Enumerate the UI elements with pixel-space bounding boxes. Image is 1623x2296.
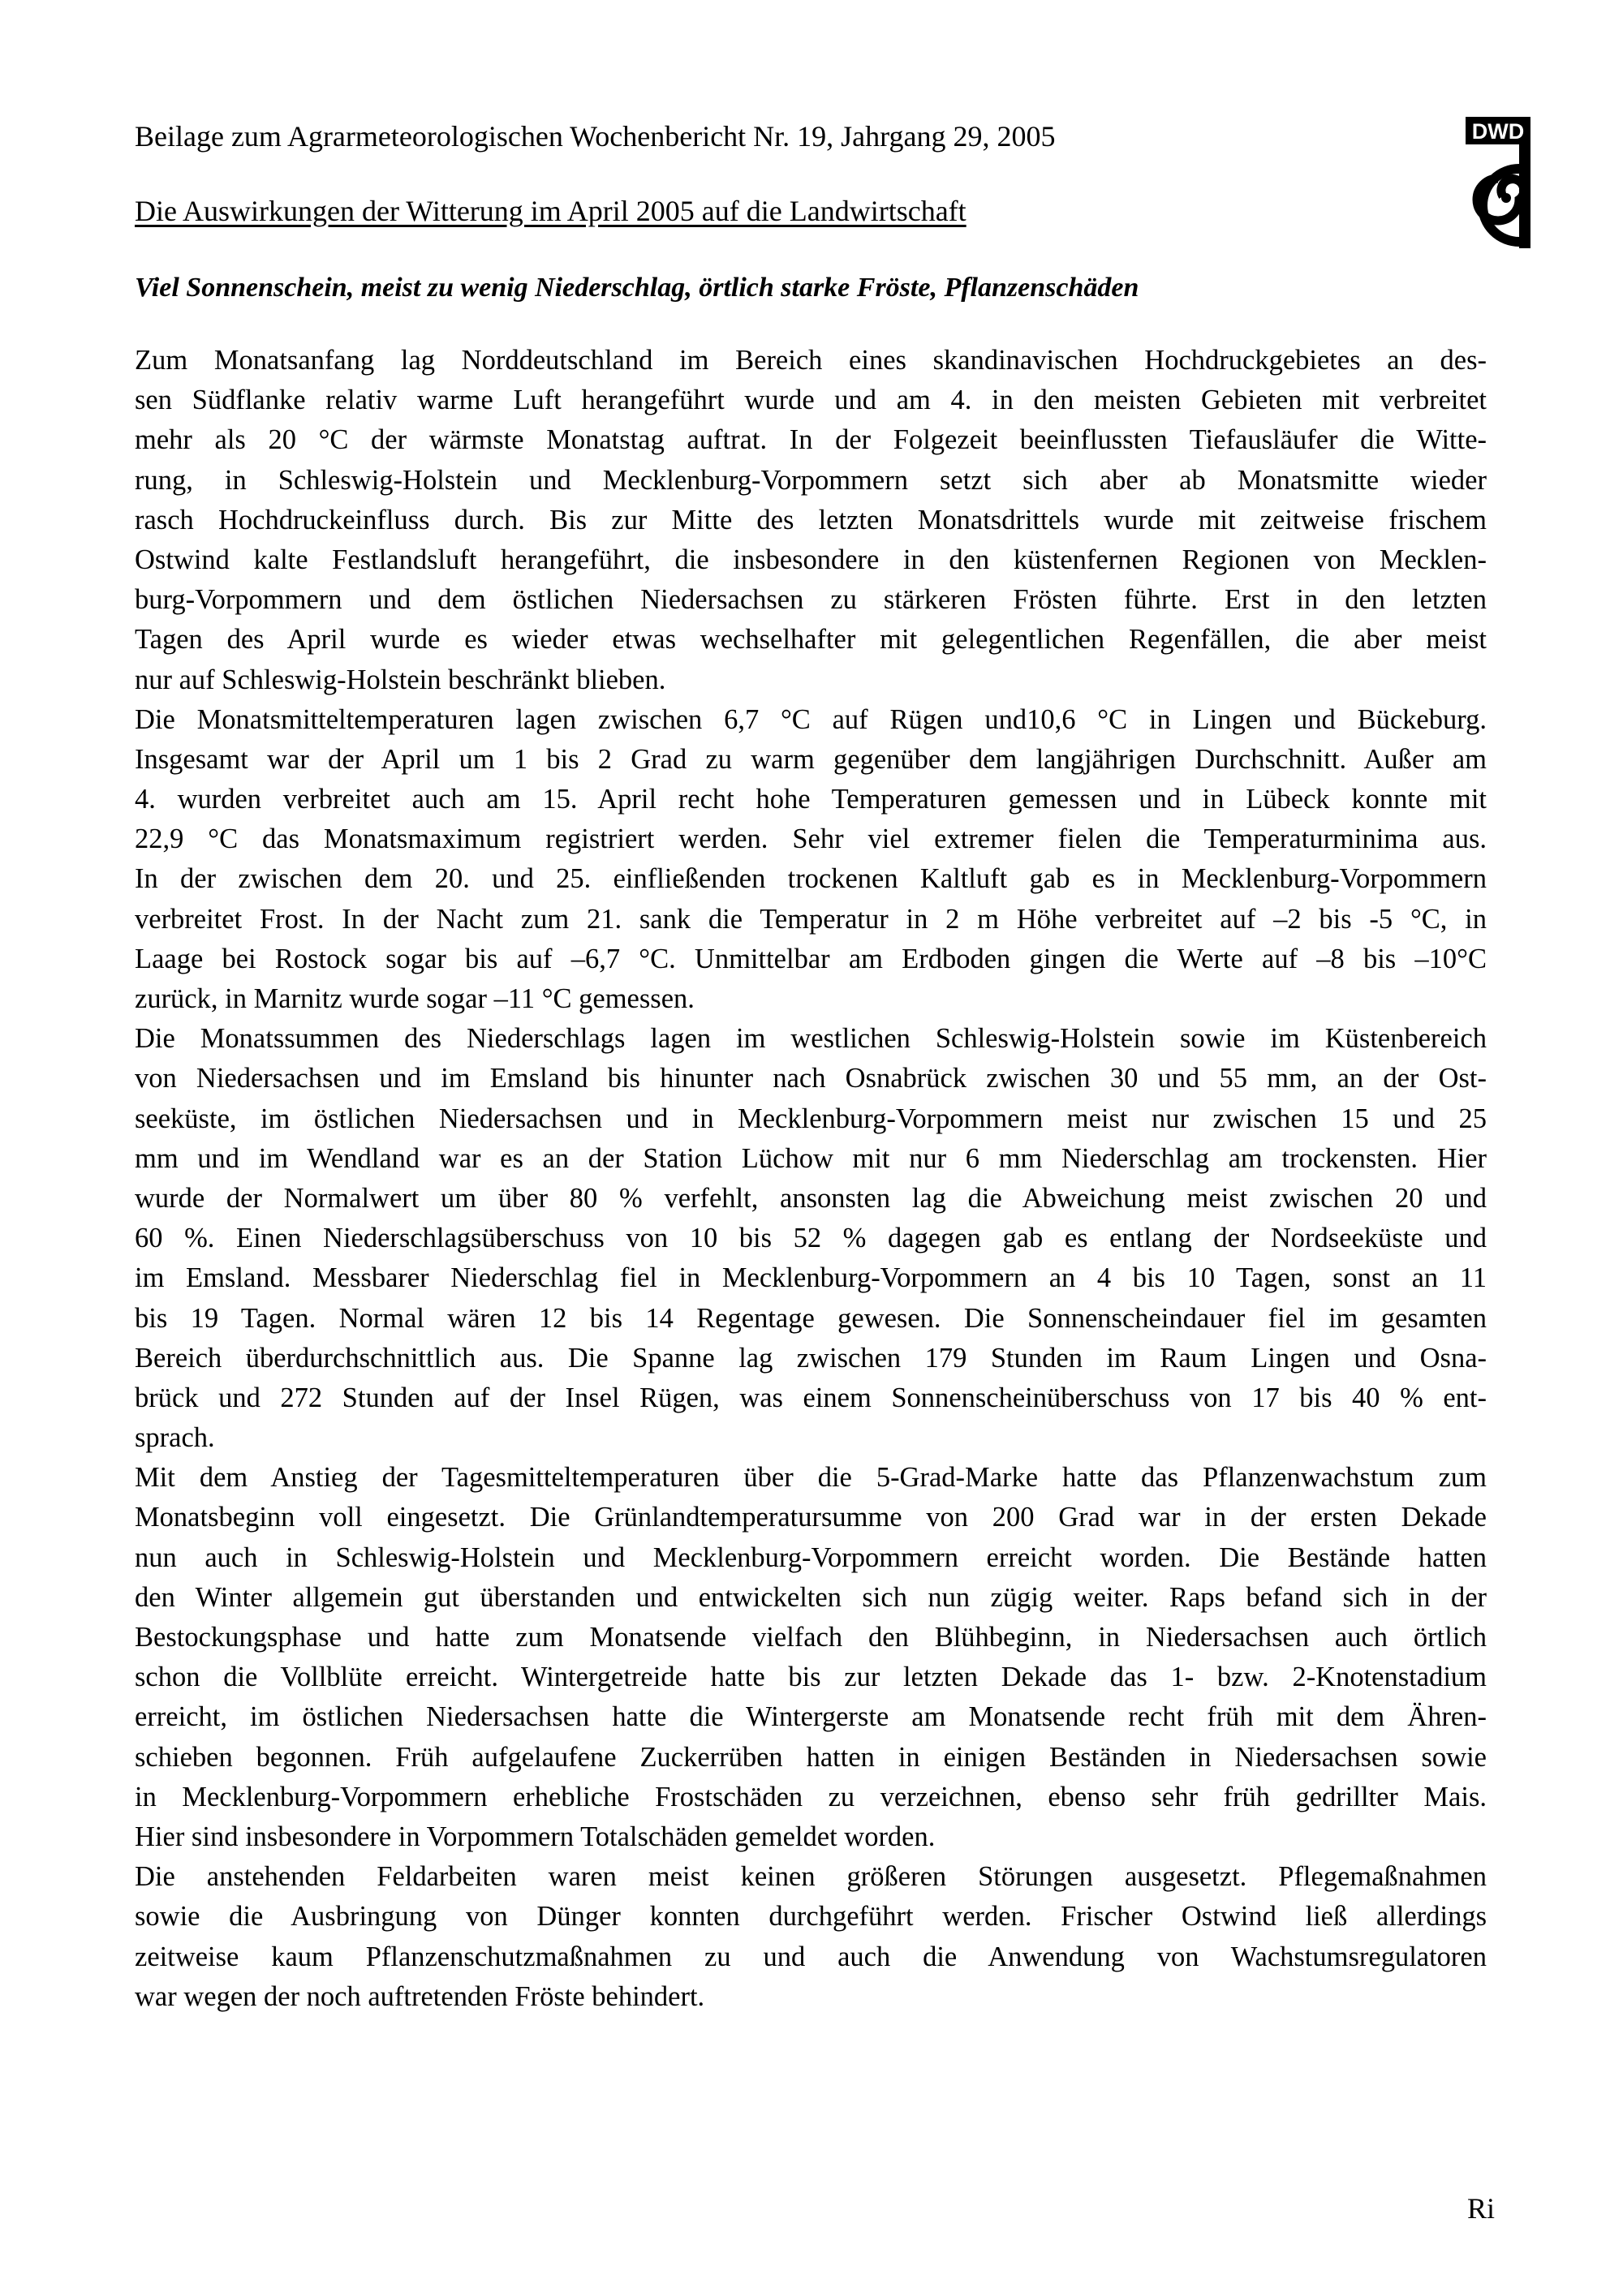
body-text-line: sowie die Ausbringung von Dünger konnten durchgeführt werden. Frischer Ostwind ließ allerdings (135, 1901, 1487, 1933)
body-text-line: in Mecklenburg-Vorpommern erhebliche Frostschäden zu verzeichnen, ebenso sehr früh gedrillter Mais. (135, 1781, 1487, 1812)
body-text-line: Hier sind insbesondere in Vorpommern Totalschäden gemeldet worden. (135, 1821, 936, 1852)
page-mark: Ri (1466, 2192, 1495, 2225)
body-text-line: zeitweise kaum Pflanzenschutzmaßnahmen zu und auch die Anwendung von Wachstumsregulatoren (135, 1941, 1487, 1972)
body-text-line: Tagen des April wurde es wieder etwas wechselhafter mit gelegentlichen Regenfällen, die aber meist (135, 624, 1487, 656)
body-text-line: nun auch in Schleswig-Holstein und Mecklenburg-Vorpommern erreicht worden. Die Bestände hatten (135, 1541, 1487, 1573)
body-text-line: Zum Monatsanfang lag Norddeutschland im Bereich eines skandinavischen Hochdruckgebietes an des- (135, 345, 1487, 376)
body-text-line: zurück, in Marnitz wurde sogar –11 °C gemessen. (135, 983, 695, 1014)
body-text-line: Die Monatsmitteltemperaturen lagen zwischen 6,7 °C auf Rügen und10,6 °C in Lingen und Bückeburg. (135, 703, 1487, 735)
article-body (135, 341, 1487, 2017)
body-text-line: den Winter allgemein gut überstanden und entwickelten sich nun zügig weiter. Raps befand sich in der (135, 1581, 1487, 1613)
body-text-line: rung, in Schleswig-Holstein und Mecklenburg-Vorpommern setzt sich aber ab Monatsmitte wieder (135, 464, 1487, 496)
body-text-line: nur auf Schleswig-Holstein beschränkt blieben. (135, 664, 666, 695)
dwd-logo-text: DWD (1471, 119, 1525, 144)
body-text-line: schon die Vollblüte erreicht. Wintergetreide hatte bis zur letzten Dekade das 1- bzw. 2-Knotenstadium (135, 1662, 1487, 1693)
document-headline: Die Auswirkungen der Witterung im April 2005 auf die Landwirtschaft (135, 195, 966, 227)
body-text-line: Ostwind kalte Festlandsluft herangeführt, die insbesondere in den küstenfernen Regionen von Mecklen- (135, 544, 1487, 575)
body-text-line: wurde der Normalwert um über 80 % verfehlt, ansonsten lag die Abweichung meist zwischen 20 und (135, 1182, 1487, 1214)
body-text-line: 4. wurden verbreitet auch am 15. April recht hohe Temperaturen gemessen und in Lübeck konnte mit (135, 784, 1487, 815)
body-text-line: Die Monatssummen des Niederschlags lagen im westlichen Schleswig-Holstein sowie im Küstenbereich (135, 1023, 1487, 1055)
body-text-line: Monatsbeginn voll eingesetzt. Die Grünlandtemperatursumme von 200 Grad war in der ersten Dekade (135, 1502, 1487, 1533)
body-text-line: 22,9 °C das Monatsmaximum registriert werden. Sehr viel extremer fielen die Temperaturminima aus. (135, 823, 1487, 855)
article-subtitle: Viel Sonnenschein, meist zu wenig Niederschlag, örtlich starke Fröste, Pflanzenschäden (135, 273, 1139, 303)
body-text-line: von Niedersachsen und im Emsland bis hinunter nach Osnabrück zwischen 30 und 55 mm, an der Ost- (135, 1063, 1487, 1094)
body-text-line: war wegen der noch auftretenden Fröste behindert. (135, 1980, 705, 2012)
body-text-line: bis 19 Tagen. Normal wären 12 bis 14 Regentage gewesen. Die Sonnenscheindauer fiel im gesamten (135, 1302, 1487, 1334)
body-text-line: mm und im Wendland war es an der Station Lüchow mit nur 6 mm Niederschlag am trockensten. Hier (135, 1142, 1487, 1174)
body-text-line: In der zwischen dem 20. und 25. einfließenden trockenen Kaltluft gab es in Mecklenburg-Vorpommern (135, 863, 1487, 895)
body-text-line: sen Südflanke relativ warme Luft herangeführt wurde und am 4. in den meisten Gebieten mit verbreitet (135, 385, 1487, 416)
body-text-line: brück und 272 Stunden auf der Insel Rügen, was einem Sonnenscheinüberschuss von 17 bis 40 % ent- (135, 1382, 1487, 1413)
body-text-line: 60 %. Einen Niederschlagsüberschuss von 10 bis 52 % dagegen gab es entlang der Nordseeküste und (135, 1223, 1487, 1254)
body-text-line: sprach. (135, 1422, 215, 1454)
body-text-line: schieben begonnen. Früh aufgelaufene Zuckerrüben hatten in einigen Beständen in Niedersachsen sowie (135, 1741, 1487, 1773)
body-text-line: seeküste, im östlichen Niedersachsen und in Mecklenburg-Vorpommern meist nur zwischen 15 und 25 (135, 1103, 1487, 1134)
body-text-line: mehr als 20 °C der wärmste Monatstag auftrat. In der Folgezeit beeinflussten Tiefausläufer die Witte- (135, 424, 1487, 456)
body-text-line: Die anstehenden Feldarbeiten waren meist keinen größeren Störungen ausgesetzt. Pflegemaßnahmen (135, 1861, 1487, 1893)
body-text-line: Laage bei Rostock sogar bis auf –6,7 °C. Unmittelbar am Erdboden gingen die Werte auf –8 bis –10°C (135, 943, 1487, 974)
supplement-line: Beilage zum Agrarmeteorologischen Wochenbericht Nr. 19, Jahrgang 29, 2005 (135, 120, 1056, 153)
dwd-logo (1457, 115, 1537, 252)
body-text-line: Mit dem Anstieg der Tagesmitteltemperaturen über die 5-Grad-Marke hatte das Pflanzenwachstum zum (135, 1462, 1487, 1494)
body-text-line: burg-Vorpommern und dem östlichen Niedersachsen zu stärkeren Frösten führte. Erst in den letzten (135, 584, 1487, 616)
body-text-line: Insgesamt war der April um 1 bis 2 Grad zu warm gegenüber dem langjährigen Durchschnitt. Außer am (135, 743, 1487, 775)
body-text-line: rasch Hochdruckeinfluss durch. Bis zur Mitte des letzten Monatsdrittels wurde mit zeitweise frischem (135, 504, 1487, 535)
body-text-line: im Emsland. Messbarer Niederschlag fiel in Mecklenburg-Vorpommern an 4 bis 10 Tagen, sonst an 11 (135, 1262, 1487, 1294)
body-text-line: erreicht, im östlichen Niedersachsen hatte die Wintergerste am Monatsende recht früh mit dem Ähren- (135, 1701, 1487, 1733)
body-text-line: Bestockungsphase und hatte zum Monatsende vielfach den Blühbeginn, in Niedersachsen auch örtlich (135, 1622, 1487, 1653)
body-text-line: verbreitet Frost. In der Nacht zum 21. sank die Temperatur in 2 m Höhe verbreitet auf –2 bis -5 °C, in (135, 903, 1487, 935)
body-text-line: Bereich überdurchschnittlich aus. Die Spanne lag zwischen 179 Stunden im Raum Lingen und Osna- (135, 1342, 1487, 1374)
